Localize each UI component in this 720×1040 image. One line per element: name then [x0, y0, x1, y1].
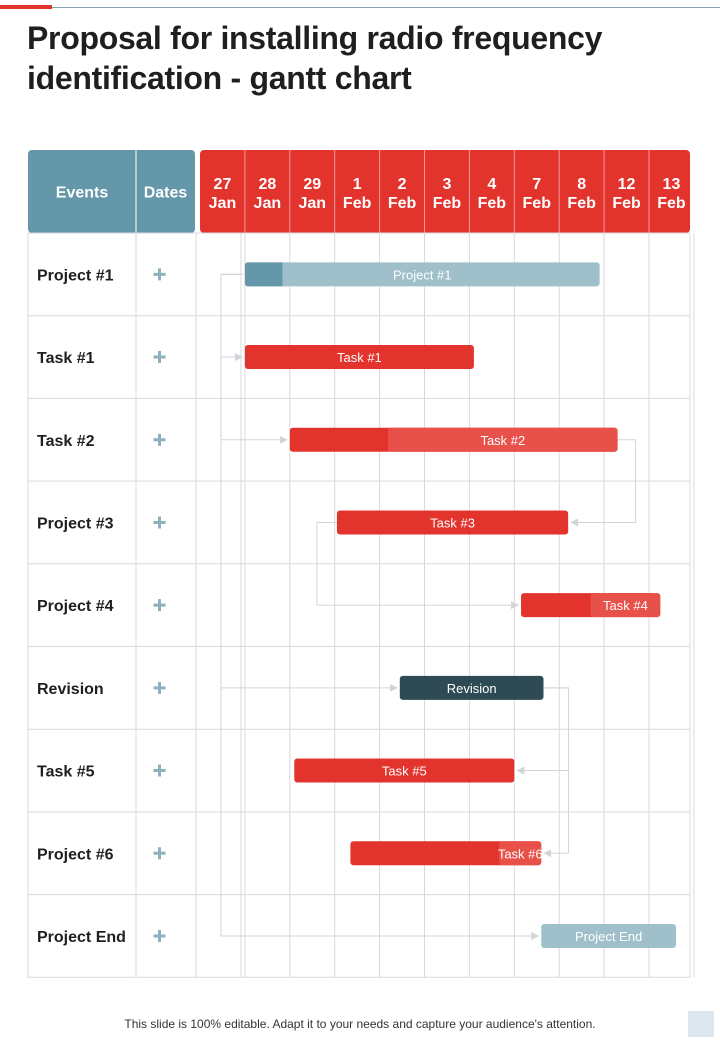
- event-label: Task #5: [37, 763, 95, 781]
- footer-note: This slide is 100% editable. Adapt it to your needs and capture your audience's attention.: [124, 1017, 596, 1031]
- header-events-label: Events: [55, 184, 109, 202]
- plus-icon: [154, 765, 166, 777]
- task-bar-label: Revision: [446, 680, 497, 696]
- event-label: Project #6: [37, 846, 114, 864]
- task-bar-label: Task #2: [480, 432, 526, 448]
- date-month-label: Feb: [522, 195, 551, 212]
- task-bar-label: Project #1: [392, 267, 452, 283]
- event-label: Task #2: [37, 432, 95, 450]
- date-month-label: Feb: [387, 195, 417, 212]
- date-day-label: 2: [397, 176, 407, 193]
- plus-icon: [154, 268, 166, 280]
- plus-icon: [154, 599, 166, 611]
- date-day-label: 4: [487, 176, 497, 193]
- event-label: Task #1: [37, 350, 95, 368]
- date-month-label: Jan: [253, 195, 282, 212]
- plus-icon: [154, 930, 166, 942]
- event-label: Project #4: [37, 598, 114, 616]
- event-label: Project End: [37, 928, 126, 946]
- plus-icon: [154, 351, 166, 363]
- date-day-label: 8: [577, 176, 587, 193]
- date-day-label: 7: [532, 176, 542, 193]
- task-bar-label: Task #6: [497, 846, 543, 862]
- date-day-label: 12: [617, 176, 636, 193]
- date-month-label: Feb: [432, 195, 462, 212]
- event-label: Project #3: [37, 515, 114, 533]
- date-month-label: Jan: [208, 195, 237, 212]
- event-label: Revision: [37, 680, 104, 698]
- plus-icon: [154, 847, 166, 859]
- page-title: Proposal for installing radio frequency identification - gantt chart: [27, 20, 603, 96]
- date-month-label: Feb: [657, 195, 686, 212]
- date-day-label: 28: [258, 176, 277, 193]
- plus-icon: [154, 516, 166, 528]
- date-month-label: Feb: [567, 195, 596, 212]
- event-label: Project #1: [37, 267, 114, 285]
- date-day-label: 27: [213, 176, 232, 193]
- date-day-label: 29: [303, 176, 322, 193]
- date-month-label: Jan: [298, 195, 327, 212]
- task-bar-label: Task #5: [381, 763, 427, 779]
- date-day-label: 1: [352, 176, 362, 193]
- task-bar-label: Task #1: [336, 350, 382, 366]
- slide-number-box: [688, 1011, 714, 1037]
- task-bar-label: Task #4: [603, 598, 648, 614]
- header-dates-label: Dates: [143, 184, 188, 202]
- plus-icon: [154, 682, 166, 694]
- date-month-label: Feb: [612, 195, 641, 212]
- task-bar-label: Project End: [574, 928, 643, 944]
- task-bar-label: Task #3: [430, 515, 475, 531]
- date-day-label: 13: [662, 176, 681, 193]
- task-bar-progress: [245, 262, 282, 286]
- date-day-label: 3: [442, 176, 452, 193]
- date-month-label: Feb: [342, 195, 372, 212]
- plus-icon: [154, 434, 166, 446]
- date-month-label: Feb: [477, 195, 507, 212]
